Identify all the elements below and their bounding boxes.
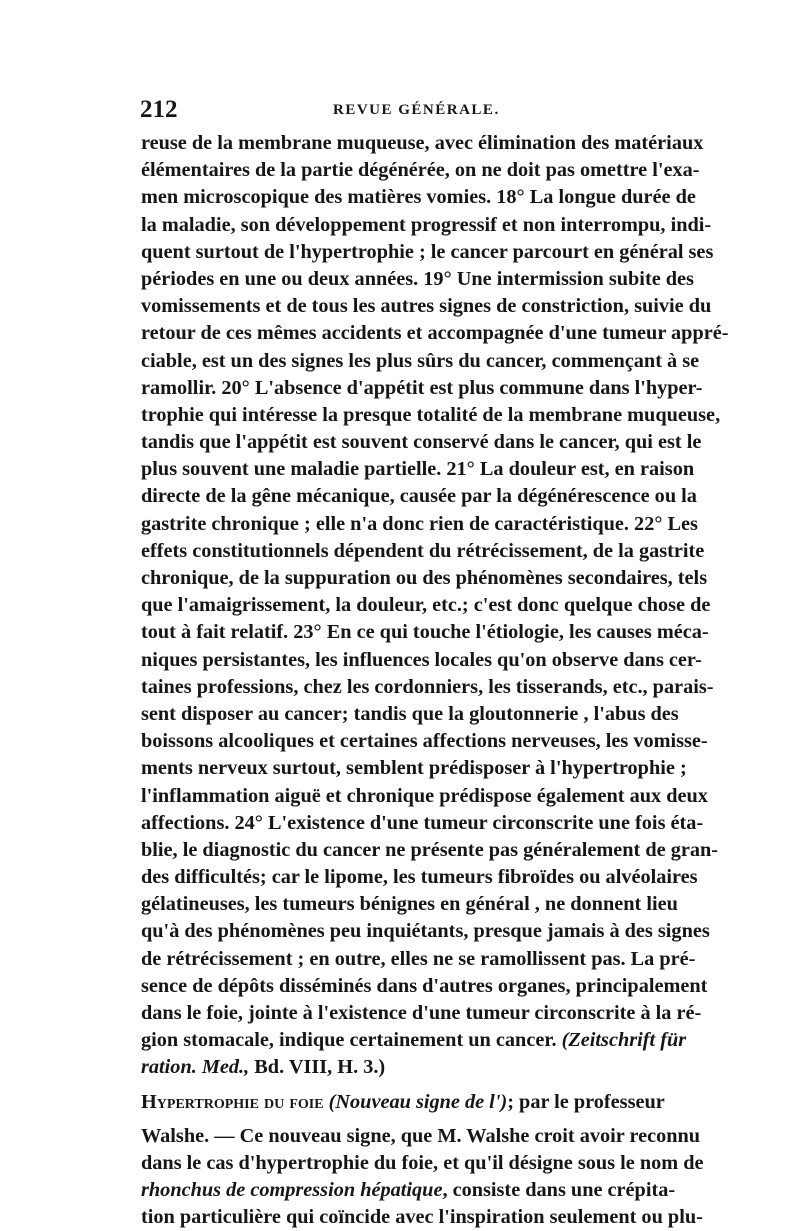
text-line: taines professions, chez les cordonniers, les tisserands, etc., parais-	[141, 675, 714, 698]
text-line: quent surtout de l'hypertrophie ; le cancer parcourt en général ses	[141, 240, 714, 263]
text-line: l'inflammation aiguë et chronique prédispose également aux deux	[141, 784, 708, 807]
text-line: de rétrécissement ; en outre, elles ne se ramollissent pas. La pré-	[141, 947, 696, 970]
text-line: blie, le diagnostic du cancer ne présente pas généralement de gran-	[141, 838, 719, 861]
text-line: tandis que l'appétit est souvent conservé dans le cancer, qui est le	[141, 431, 702, 454]
text-line: tion particulière qui coïncide avec l'inspiration seulement ou plu-	[141, 1206, 703, 1229]
text-line: gastrite chronique ; elle n'a donc rien de caractéristique. 22° Les	[141, 512, 698, 535]
text-line: directe de la gêne mécanique, causée par la dégénérescence ou la	[141, 485, 697, 508]
text-line: sence de dépôts disséminés dans d'autres organes, principalement	[141, 974, 708, 997]
section-subtitle: (Nouveau signe de l')	[328, 1090, 508, 1113]
text-line: gion stomacale, indique certainement un cancer.	[141, 1029, 557, 1052]
text-line: trophie qui intéresse la presque totalité de la membrane muqueuse,	[141, 403, 721, 426]
page-header	[140, 96, 660, 126]
text-line: gélatineuses, les tumeurs bénignes en général , ne donnent lieu	[141, 893, 678, 916]
section-heading-line	[141, 1082, 663, 1123]
text-line: Walshe. — Ce nouveau signe, que M. Walshe croit avoir reconnu	[141, 1124, 701, 1147]
text-line: boissons alcooliques et certaines affections nerveuses, les vomisse-	[141, 730, 708, 753]
text-line: effets constitutionnels dépendent du rétrécissement, de la gastrite	[141, 539, 705, 562]
text-line: , consiste dans une crépita-	[442, 1178, 676, 1201]
text-line: vomissements et de tous les autres signes de constriction, suivie du	[141, 295, 712, 318]
text-line: reuse de la membrane muqueuse, avec élimination des matériaux	[141, 132, 704, 154]
citation-line	[141, 1027, 687, 1054]
text-line: qu'à des phénomènes peu inquiétants, presque jamais à des signes	[141, 920, 710, 943]
text-line: ments nerveux surtout, semblent prédisposer à l'hypertrophie ;	[141, 757, 687, 780]
text-line: niques persistantes, les influences locales qu'on observe dans cer-	[141, 648, 702, 671]
page-body	[141, 130, 729, 1231]
text-line	[141, 1177, 676, 1204]
text-line: ramollir. 20° L'absence d'appétit est plus commune dans l'hyper-	[141, 376, 703, 399]
paragraph-diagnosis	[141, 130, 729, 1027]
running-head: REVUE GÉNÉRALE.	[333, 102, 500, 118]
journal-name: (Zeitschrift für	[561, 1029, 687, 1052]
page-number: 212	[140, 96, 178, 123]
text-line: retour de ces mêmes accidents et accompagnée d'une tumeur appré-	[141, 322, 729, 345]
text-line: dans le foie, jointe à l'existence d'une tumeur circonscrite à la ré-	[141, 1002, 702, 1024]
text-line: dans le cas d'hypertrophie du foie, et qu'il désigne sous le nom de	[141, 1151, 704, 1174]
text-line: des difficultés; car le lipome, les tumeurs fibroïdes ou alvéolaires	[141, 866, 698, 889]
text-line: élémentaires de la partie dégénérée, on ne doit pas omettre l'exa-	[141, 159, 700, 182]
text-line: ciable, est un des signes les plus sûrs du cancer, commençant à se	[141, 349, 700, 372]
text-line: la maladie, son développement progressif et non interrompu, indi-	[141, 213, 712, 236]
journal-volume: Bd. VIII, H. 3.)	[249, 1056, 386, 1079]
text-line: sent disposer au cancer; tandis que la gloutonnerie , l'abus des	[141, 702, 679, 725]
citation-line	[141, 1054, 663, 1081]
text-line: chronique, de la suppuration ou des phénomènes secondaires, tels	[141, 567, 708, 589]
text-line: que l'amaigrissement, la douleur, etc.; c'est donc quelque chose de	[141, 594, 711, 617]
journal-name: ration. Med.,	[141, 1056, 250, 1079]
text-line: plus souvent une maladie partielle. 21° La douleur est, en raison	[141, 458, 695, 481]
text-line: périodes en une ou deux années. 19° Une intermission subite des	[141, 267, 694, 290]
section-title: Hypertrophie du foie	[141, 1090, 324, 1113]
text-line: affections. 24° L'existence d'une tumeur circonscrite une fois éta-	[141, 811, 704, 834]
text-line: men microscopique des matières vomies. 18° La longue durée de	[141, 186, 696, 209]
term-italic: rhonchus de compression hépatique	[141, 1178, 443, 1201]
text-line: ; par le professeur	[507, 1090, 665, 1113]
text-line: tout à fait relatif. 23° En ce qui touche l'étiologie, les causes méca-	[141, 621, 709, 644]
